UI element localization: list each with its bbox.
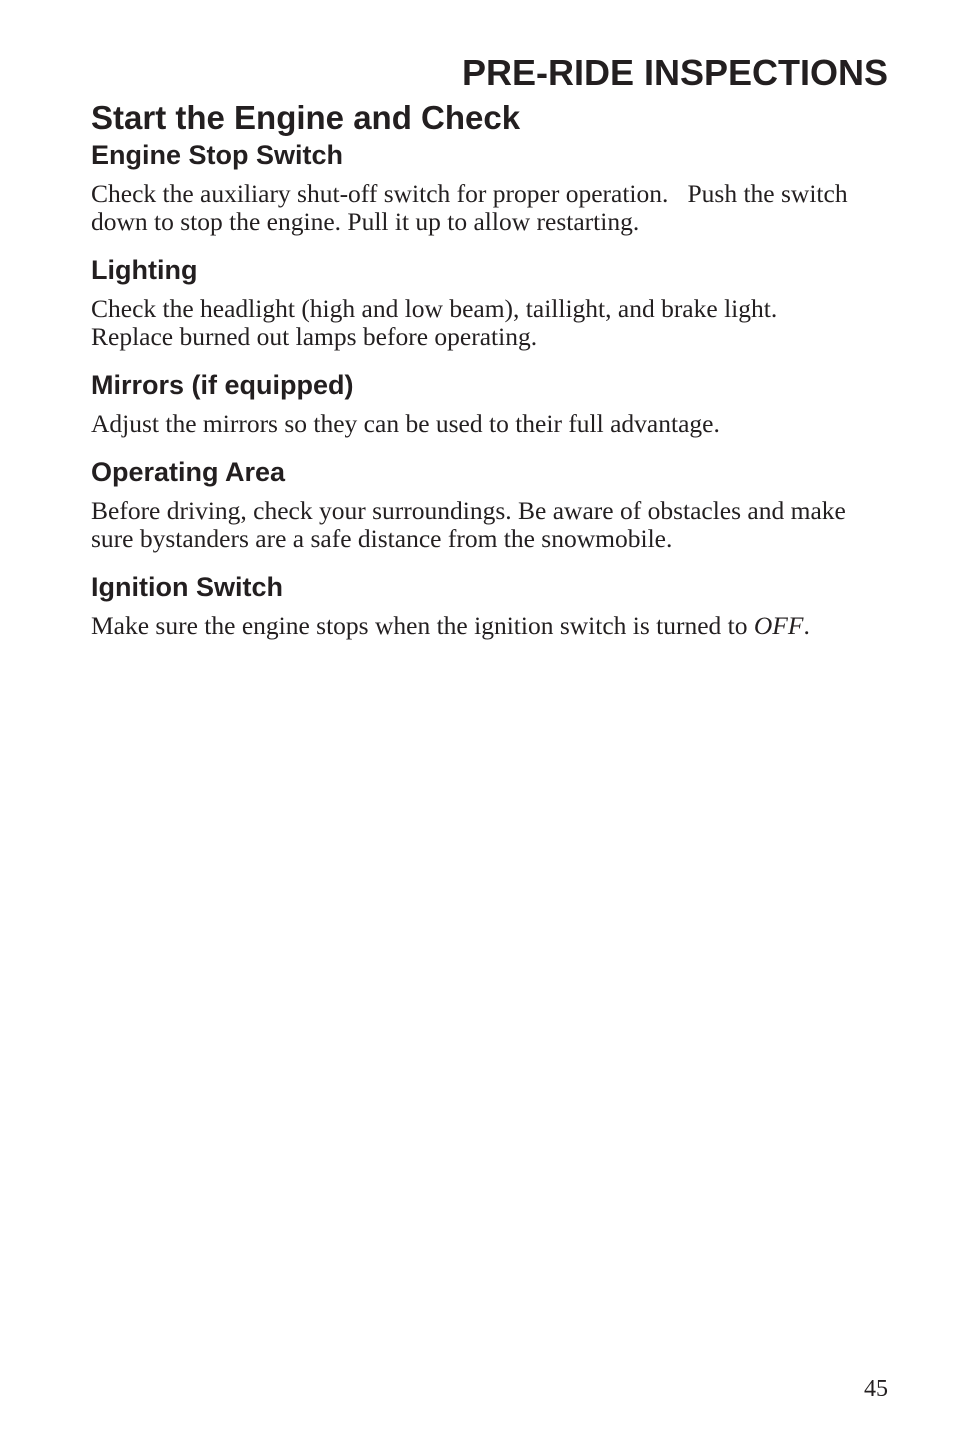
off-emphasis: OFF xyxy=(753,611,804,640)
body-text: Make sure the engine stops when the ignition switch is turned to xyxy=(91,611,754,640)
subsection-heading: Engine Stop Switch xyxy=(91,140,344,170)
section-title: Start the Engine and Check xyxy=(91,99,521,136)
subsection-body xyxy=(91,612,891,640)
main-content xyxy=(91,98,891,640)
subsection-operating-area xyxy=(91,455,891,553)
subsection-lighting xyxy=(91,253,891,351)
subsection-body: Check the auxiliary shut-off switch for proper operation. Push the switch down to stop the engine. Pull it up to allow restarting. xyxy=(91,179,854,236)
subsection-mirrors xyxy=(91,368,891,438)
subsection-heading: Mirrors (if equipped) xyxy=(91,370,354,400)
subsection-heading: Operating Area xyxy=(91,457,286,487)
subsection-body: Adjust the mirrors so they can be used to their full advantage. xyxy=(91,409,720,438)
subsection-heading: Ignition Switch xyxy=(91,572,283,602)
body-period: . xyxy=(803,611,810,640)
page-number: 45 xyxy=(864,1376,888,1402)
subsection-body: Check the headlight (high and low beam), taillight, and brake light. Replace burned out lamps before operating. xyxy=(91,294,778,351)
subsection-engine-stop-switch xyxy=(91,138,891,236)
page-header-title: PRE-RIDE INSPECTIONS xyxy=(461,52,888,93)
subsection-heading: Lighting xyxy=(91,255,198,285)
subsection-ignition-switch xyxy=(91,570,891,640)
subsection-body: Before driving, check your surroundings. Be aware of obstacles and make sure bystanders are a safe distance from the snowmobile. xyxy=(91,496,846,553)
